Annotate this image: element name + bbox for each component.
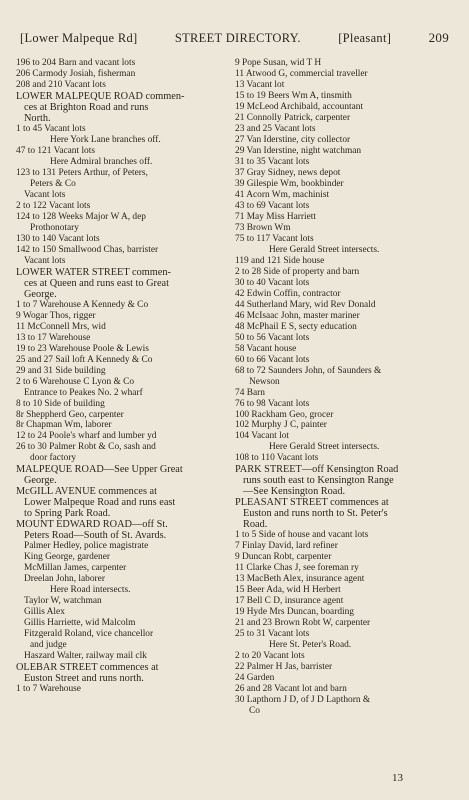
directory-entry: 21 and 23 Brown Robt W, carpenter <box>235 618 371 629</box>
directory-entry: 2 to 122 Vacant lots <box>16 200 91 211</box>
directory-entry: 19 Hyde Mrs Duncan, boarding <box>235 607 354 618</box>
entry-continuation: and judge <box>30 640 67 651</box>
street-heading: LOWER WATER STREET commen- <box>16 266 171 278</box>
intersection-note: Here Admiral branches off. <box>50 156 153 167</box>
entry-continuation: Co <box>249 706 260 717</box>
directory-entry: 68 to 72 Saunders John, of Saunders & <box>235 365 382 376</box>
directory-entry: 74 Barn <box>235 387 265 398</box>
directory-entry: 208 and 210 Vacant lots <box>16 79 106 90</box>
directory-entry: 104 Vacant lot <box>235 431 289 442</box>
directory-entry: 13 to 17 Warehouse <box>16 332 91 343</box>
directory-entry: 1 to 45 Vacant lots <box>16 123 86 134</box>
directory-entry: 11 Atwood G, commercial traveller <box>235 68 368 79</box>
intersection-note: Here St. Peter's Road. <box>269 640 352 651</box>
directory-entry: 108 to 110 Vacant lots <box>235 453 319 464</box>
directory-entry: 48 McPhail E S, secty education <box>235 321 357 332</box>
directory-entry: 71 May Miss Harriett <box>235 211 316 222</box>
street-heading-continuation: to Spring Park Road. <box>24 508 111 520</box>
directory-entry: 60 to 66 Vacant lots <box>235 354 310 365</box>
directory-entry: 76 to 98 Vacant lots <box>235 398 310 409</box>
directory-entry: 37 Gray Sidney, news depot <box>235 167 341 178</box>
directory-entry: 23 and 25 Vacant lots <box>235 123 316 134</box>
directory-entry: Vacant lots <box>24 189 66 200</box>
directory-entry: 15 Beer Ada, wid H Herbert <box>235 585 341 596</box>
street-heading-continuation: North. <box>24 112 51 124</box>
street-heading: MOUNT EDWARD ROAD—off St. <box>16 519 168 531</box>
intersection-note: Here York Lane branches off. <box>50 134 161 145</box>
intersection-note: Here Gerald Street intersects. <box>269 244 380 255</box>
header-left: [Lower Malpeque Rd] <box>20 31 138 45</box>
street-heading: PLEASANT STREET commences at <box>235 497 389 509</box>
directory-entry: 9 Wogar Thos, rigger <box>16 310 96 321</box>
directory-entry: 25 and 27 Sail loft A Kennedy & Co <box>16 354 153 365</box>
directory-entry: 100 Rackham Geo, grocer <box>235 409 334 420</box>
directory-entry: 196 to 204 Barn and vacant lots <box>16 58 136 68</box>
street-heading-continuation: George. <box>24 475 57 487</box>
directory-entry: McMillan James, carpenter <box>24 563 127 574</box>
directory-entry: 12 to 24 Poole's wharf and lumber yd <box>16 431 157 442</box>
street-heading-continuation: runs south east to Kensington Range <box>243 475 394 487</box>
directory-entry: 123 to 131 Peters Arthur, of Peters, <box>16 167 148 178</box>
directory-entry: Gillis Harriette, wid Malcolm <box>24 618 136 629</box>
street-heading-continuation: George. <box>24 288 57 300</box>
directory-entry: 13 MacBeth Alex, insurance agent <box>235 574 365 585</box>
directory-entry: 29 Van Iderstine, night watchman <box>235 145 362 156</box>
directory-entry: 8 to 10 Side of building <box>16 398 105 409</box>
directory-entry: 13 Vacant lot <box>235 79 285 90</box>
directory-entry: 58 Vacant house <box>235 343 297 354</box>
directory-entry: 44 Sutherland Mary, wid Rev Donald <box>235 299 376 310</box>
page-number: 209 <box>428 30 449 45</box>
directory-entry: 50 to 56 Vacant lots <box>235 332 310 343</box>
directory-entry: 2 to 20 Vacant lots <box>235 651 305 662</box>
directory-entry: 2 to 28 Side of property and barn <box>235 266 360 277</box>
directory-entry: Haszard Walter, railway mail clk <box>24 651 147 662</box>
street-heading: LOWER MALPEQUE ROAD commen- <box>16 90 185 102</box>
directory-entry: 1 to 5 Side of house and vacant lots <box>235 530 369 541</box>
entry-continuation: Newson <box>249 376 280 387</box>
directory-entry: Fitzgerald Roland, vice chancellor <box>24 629 154 640</box>
directory-entry: 8r Sheppherd Geo, carpenter <box>16 409 124 420</box>
street-heading: OLEBAR STREET commences at <box>16 662 159 674</box>
street-heading: McGILL AVENUE commences at <box>16 486 157 498</box>
directory-entry: 47 to 121 Vacant lots <box>16 145 95 156</box>
street-heading-continuation: Peters Road—South of St. Avards. <box>24 530 167 542</box>
street-heading: MALPEQUE ROAD—See Upper Great <box>16 464 183 476</box>
street-heading: PARK STREET—off Kensington Road <box>235 464 399 476</box>
directory-entry: 17 Bell C D, insurance agent <box>235 596 344 607</box>
street-heading-continuation: ces at Queen and runs east to Great <box>24 277 169 289</box>
directory-entry: 142 to 150 Smallwood Chas, barrister <box>16 244 159 255</box>
directory-entry: 9 Duncan Robt, carpenter <box>235 552 332 563</box>
street-heading-continuation: —See Kensington Road. <box>243 486 346 498</box>
directory-entry: Dreelan John, laborer <box>24 574 105 585</box>
directory-entry: 30 Lapthorn J D, of J D Lapthorn & <box>235 695 371 706</box>
directory-entry: Palmer Hedley, police magistrate <box>24 541 149 552</box>
directory-entry: 102 Murphy J C, painter <box>235 420 327 431</box>
directory-entry: 1 to 7 Warehouse <box>16 684 81 695</box>
header-title: STREET DIRECTORY. <box>174 31 301 45</box>
directory-entry: 26 and 28 Vacant lot and barn <box>235 684 347 695</box>
directory-entry: 2 to 6 Warehouse C Lyon & Co <box>16 376 135 387</box>
directory-entry: 31 to 35 Vacant lots <box>235 156 310 167</box>
directory-entry: 29 and 31 Side building <box>16 365 106 376</box>
page-header <box>14 30 455 50</box>
street-heading-continuation: ces at Brighton Road and runs <box>24 101 149 113</box>
entry-continuation: Peters & Co <box>30 178 76 189</box>
directory-entry: 75 to 117 Vacant lots <box>235 233 314 244</box>
directory-entry: 130 to 140 Vacant lots <box>16 233 100 244</box>
directory-entry: Vacant lots <box>24 255 66 266</box>
directory-entry: 21 Connolly Patrick, carpenter <box>235 112 351 123</box>
directory-entry: 119 and 121 Side house <box>235 255 325 266</box>
directory-entry: King George, gardener <box>24 552 110 563</box>
directory-entry: 43 to 69 Vacant lots <box>235 200 310 211</box>
directory-entry: 41 Acorn Wm, machinist <box>235 189 330 200</box>
directory-entry: Entrance to Peakes No. 2 wharf <box>24 387 143 398</box>
directory-entry: 11 McConnell Mrs, wid <box>16 321 106 332</box>
header-right: [Pleasant] <box>338 31 392 45</box>
signature-mark: 13 <box>392 772 403 784</box>
directory-entry: 25 to 31 Vacant lots <box>235 629 310 640</box>
directory-entry: 26 to 30 Palmer Robt & Co, sash and <box>16 442 156 453</box>
street-heading-continuation: Lower Malpeque Road and runs east <box>24 497 176 509</box>
directory-entry: 24 Garden <box>235 673 275 684</box>
directory-entry: 27 Van Iderstine, city collector <box>235 134 351 145</box>
directory-entry: Gillis Alex <box>24 607 65 618</box>
entry-continuation: Prothonotary <box>30 222 79 233</box>
directory-entry: 8r Chapman Wm, laborer <box>16 420 112 431</box>
directory-entry: 73 Brown Wm <box>235 222 291 233</box>
directory-entry: 19 to 23 Warehouse Poole & Lewis <box>16 343 149 354</box>
directory-entry: 19 McLeod Archibald, accountant <box>235 101 364 112</box>
directory-entry: 22 Palmer H Jas, barrister <box>235 662 333 673</box>
directory-entry: 1 to 7 Warehouse A Kennedy & Co <box>16 299 149 310</box>
directory-entry: 39 Gilespie Wm, bookbinder <box>235 178 344 189</box>
directory-entry: 124 to 128 Weeks Major W A, dep <box>16 211 146 222</box>
directory-entry: 15 to 19 Beers Wm A, tinsmith <box>235 90 352 101</box>
directory-entry: 9 Pope Susan, wid T H <box>235 58 322 68</box>
directory-entry: 46 McIsaac John, master mariner <box>235 310 360 321</box>
street-heading-continuation: Euston and runs north to St. Peter's <box>243 508 388 520</box>
directory-entry: 7 Finlay David, lard refiner <box>235 541 338 552</box>
intersection-note: Here Road intersects. <box>50 585 131 596</box>
right-column <box>235 58 455 717</box>
left-column <box>14 58 232 717</box>
street-heading-continuation: Road. <box>243 519 268 531</box>
entry-continuation: door factory <box>30 453 77 464</box>
directory-entry: 206 Carmody Josiah, fisherman <box>16 68 136 79</box>
directory-entry: 11 Clarke Chas J, see foreman ry <box>235 563 359 574</box>
directory-entry: 42 Edwin Coffin, contractor <box>235 288 341 299</box>
directory-columns <box>14 58 455 717</box>
street-heading-continuation: Euston Street and runs north. <box>24 673 144 685</box>
intersection-note: Here Gerald Street intersects. <box>269 442 380 453</box>
directory-entry: Taylor W, watchman <box>24 596 102 607</box>
directory-entry: 30 to 40 Vacant lots <box>235 277 310 288</box>
